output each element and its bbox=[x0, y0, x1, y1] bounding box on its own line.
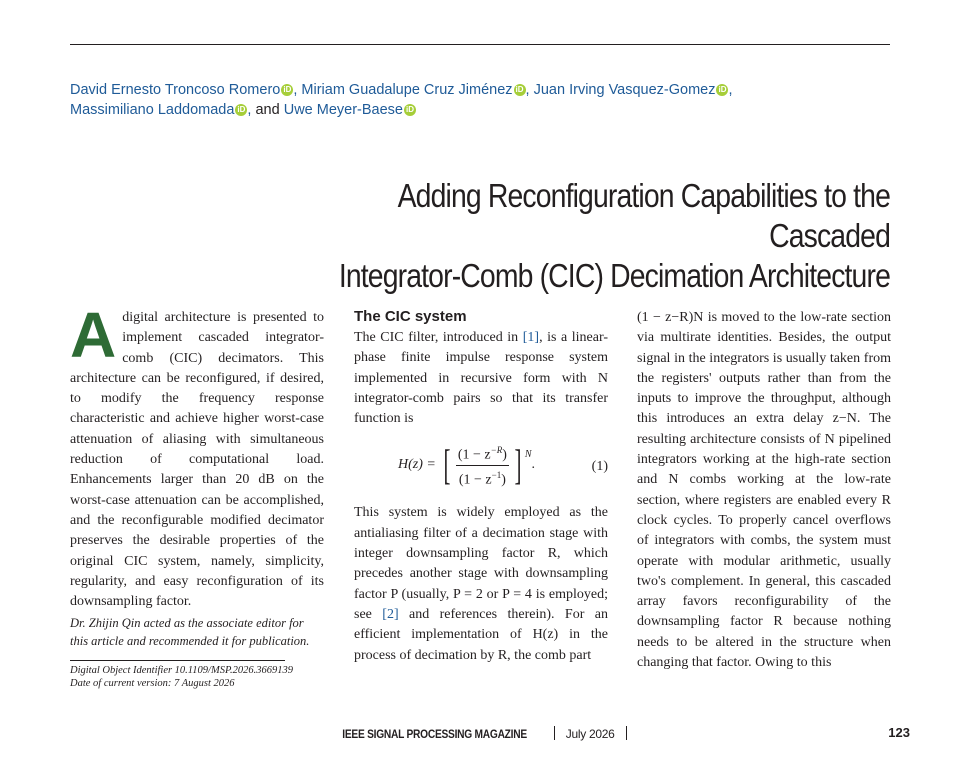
editor-note: Dr. Zhijin Qin acted as the associate editor for this article and recommended it for publication. bbox=[70, 616, 310, 648]
footer-divider bbox=[554, 726, 555, 740]
author-name[interactable]: Massimiliano Laddomada bbox=[70, 102, 235, 118]
equation-number: (1) bbox=[591, 459, 608, 475]
author-joiner: and bbox=[255, 102, 280, 118]
orcid-icon[interactable]: iD bbox=[237, 105, 246, 114]
orcid-icon[interactable]: iD bbox=[718, 85, 727, 94]
orcid-icon[interactable]: iD bbox=[405, 105, 414, 114]
author-name[interactable]: Miriam Guadalupe Cruz Jiménez bbox=[301, 82, 513, 98]
abstract-text: digital architecture is presented to implement cascaded integrator-comb (CIC) decimators. This architecture can be reconfigured, if desired, to modify the frequency response characteristic and achieve higher worst-case attenuation of aliasing with simultaneous reduction of computational load. Enhancements larger than 20 dB on the worst-case attenuation can be accomplished, and the reconfigurable modified decimator preserves the desirable properties of the original CIC system, namely, simplicity, regularity, and easy reconfiguration of its downsampling factor. bbox=[70, 310, 324, 610]
section-heading: The CIC system bbox=[354, 308, 467, 325]
magazine-name: IEEE SIGNAL PROCESSING MAGAZINE bbox=[341, 727, 527, 741]
drop-cap: A bbox=[70, 299, 117, 371]
doi-line: Digital Object Identifier 10.1109/MSP.2026.3669139 bbox=[70, 665, 294, 676]
author-list: David Ernesto Troncoso Romero iD , Miriam Guadalupe Cruz Jiménez iD , Juan Irving Vasquez-Gomez iD , Massimiliano Laddomada iD , and Uwe Meyer-Baese iD bbox=[70, 82, 733, 118]
equation-power: N bbox=[524, 449, 532, 461]
author-name[interactable]: David Ernesto Troncoso Romero bbox=[70, 82, 281, 98]
date-line: Date of current version: 7 August 2026 bbox=[70, 678, 235, 689]
equation-lhs: H(z) = bbox=[398, 457, 436, 473]
equation-fraction: $\frac{(1 - z^{-R})}{(1 - z^{-1})}$ bbox=[456, 441, 509, 489]
body-column-3 bbox=[637, 308, 891, 673]
orcid-icon[interactable]: iD bbox=[515, 85, 524, 94]
page-number: 123 bbox=[888, 725, 910, 740]
section-column bbox=[354, 308, 608, 666]
author-name[interactable]: Juan Irving Vasquez-Gomez bbox=[533, 82, 716, 98]
reference-link[interactable]: [2] bbox=[382, 606, 399, 622]
abstract-column bbox=[70, 299, 324, 612]
section-paragraph-2: This system is widely employed as the antialiasing filter of a decimation stage with integer downsampling factor R, which precedes another stage with downsampling factor P (usually, P = 2 or P = 4 is employed; see [2] and references therein). For an efficient implementation of H(z) in the process of decimation by R, the comb part bbox=[354, 505, 608, 663]
top-rule bbox=[70, 44, 890, 45]
orcid-icon[interactable]: iD bbox=[283, 85, 292, 94]
title-line-2: Integrator-Comb (CIC) Decimation Architecture bbox=[338, 257, 890, 294]
issue-date: July 2026 bbox=[565, 727, 615, 741]
footer-divider bbox=[626, 726, 627, 740]
page-footer bbox=[0, 722, 960, 746]
doi-rule bbox=[70, 660, 285, 661]
doi-block bbox=[70, 664, 330, 690]
author-name[interactable]: Uwe Meyer-Baese bbox=[283, 102, 403, 118]
reference-link[interactable]: [1] bbox=[522, 330, 540, 345]
equation-1: H(z) = [ $\frac{(1 - z^{-R})}{(1 - z^{-1})}$ ] $^N$ . (1) bbox=[398, 442, 608, 489]
article-title bbox=[288, 176, 890, 296]
title-line-1: Adding Reconfiguration Capabilities to the Cascaded bbox=[397, 177, 890, 254]
section-paragraph-1: The CIC filter, introduced in [1], is a linear-phase finite impulse response system implemented in recursive form with N integrator-comb pairs so that its transfer function is bbox=[354, 330, 608, 427]
column-3-text: (1 − z−R)N is moved to the low-rate section via multirate identities. Besides, the output signal in the integrators is usually taken from the registers' outputs rather than from the inputs to improve the throughput, although this introduces an extra delay z−N. The resulting architecture consists of N pipelined integrators working at the high-rate section and N combs working at the low-rate section, where registers are enabled every R clock cycles. To properly cancel overflows of integrators with combs, the system must operate with modular arithmetic, usually two's complement. In general, this cascaded array favors reconfigurability of the downsampling factor R because nothing needs to be altered in the structure when changing that factor. Owing to this bbox=[637, 310, 891, 671]
